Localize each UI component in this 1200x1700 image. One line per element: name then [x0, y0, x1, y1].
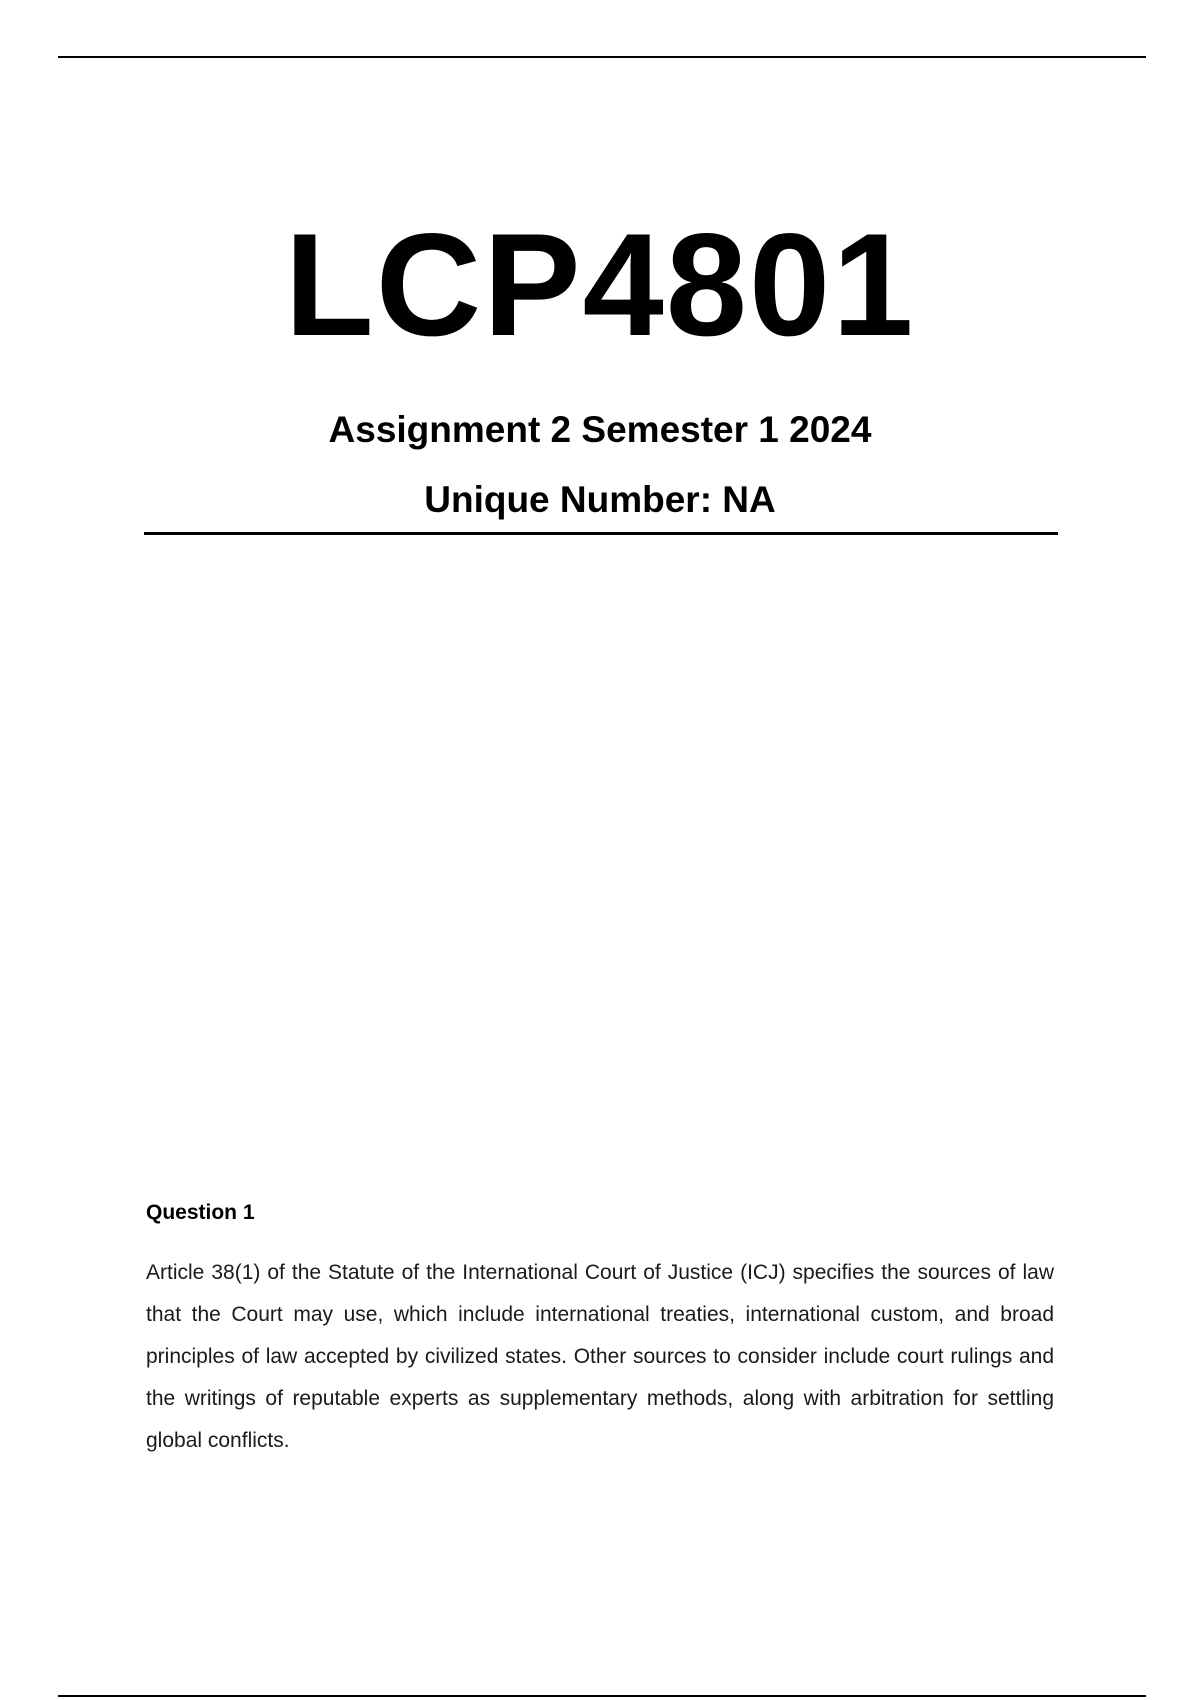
top-divider — [58, 56, 1146, 58]
bottom-divider — [58, 1695, 1146, 1697]
question-1-paragraph: Article 38(1) of the Statute of the International Court of Justice (ICJ) specifies the sources of law that the Court may use, which include international treaties, international custom, and broad principles of law accepted by civilized states. Other sources to consider include court rulings and the writings of reputable experts as supplementary methods, along with arbitration for settling global conflicts. — [146, 1261, 1054, 1452]
question-1-heading: Question 1 — [146, 1201, 255, 1224]
title-divider — [144, 532, 1058, 535]
unique-number-subtitle: Unique Number: NA — [424, 479, 776, 520]
assignment-subtitle: Assignment 2 Semester 1 2024 — [328, 409, 872, 450]
course-code-title: LCP4801 — [284, 203, 916, 366]
